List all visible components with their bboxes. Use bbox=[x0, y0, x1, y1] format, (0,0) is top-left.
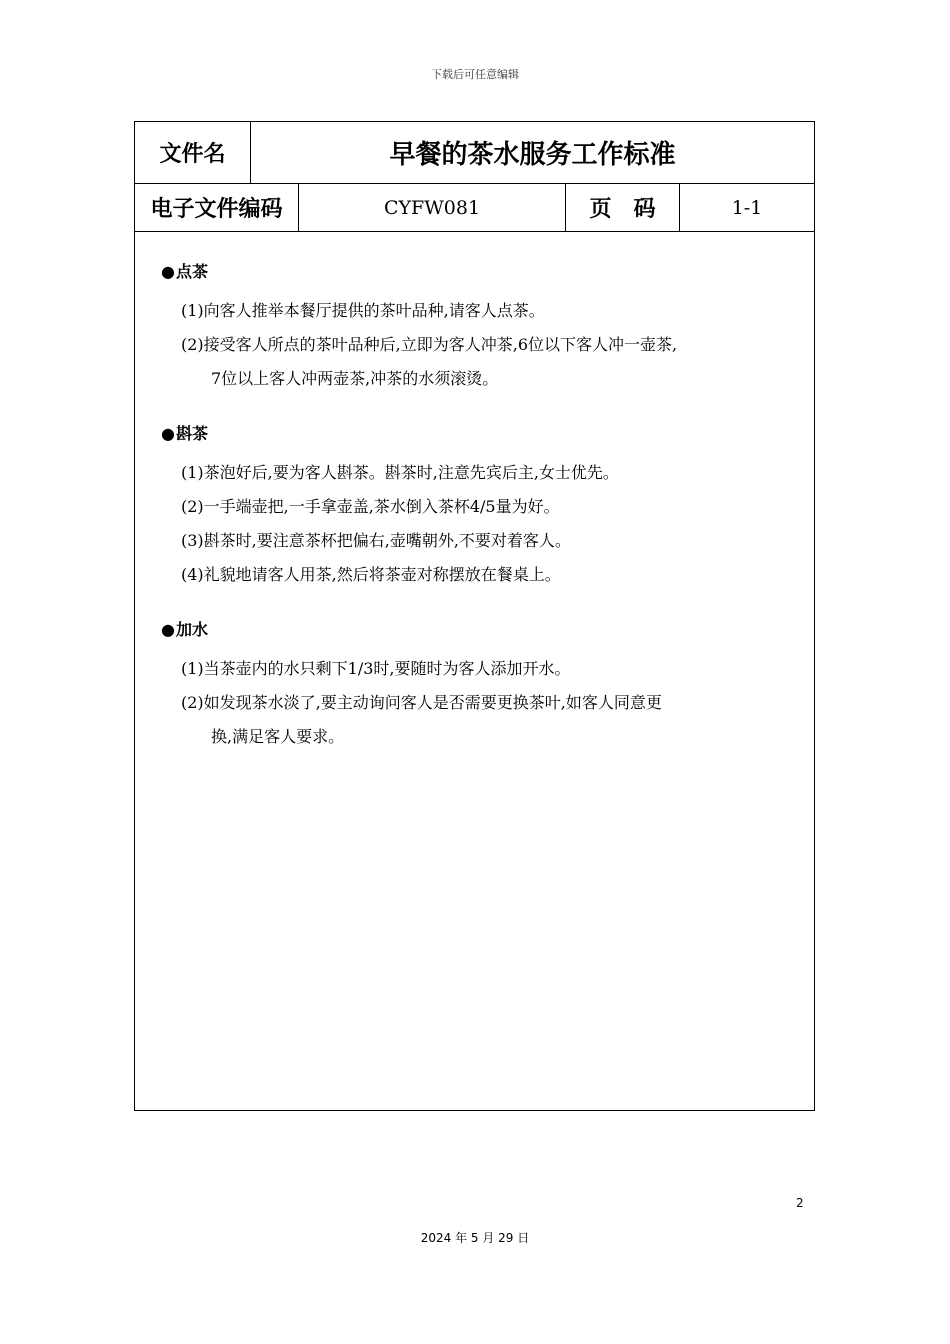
file-name-label: 文件名 bbox=[135, 122, 251, 183]
code-row bbox=[135, 184, 814, 232]
page-value: 1-1 bbox=[731, 196, 763, 219]
document-title: 早餐的茶水服务工作标准 bbox=[389, 140, 676, 170]
list-item bbox=[161, 524, 781, 558]
section bbox=[161, 618, 814, 754]
bullet-icon: ● bbox=[161, 620, 175, 639]
section-title bbox=[161, 422, 814, 446]
code-label: 电子文件编码 bbox=[135, 184, 299, 231]
list-item bbox=[161, 294, 781, 328]
footer-date: 2024 年 5 月 29 日 bbox=[420, 1231, 530, 1245]
header-note: 下载后可任意编辑 bbox=[431, 68, 519, 81]
bullet-icon: ● bbox=[161, 424, 175, 443]
section-title bbox=[161, 260, 814, 284]
section-title-text: 斟茶 bbox=[175, 424, 208, 443]
list-item-text: (2)一手端壶把,一手拿壶盖,茶水倒入茶杯4/5量为好。 bbox=[181, 497, 560, 516]
content-body bbox=[135, 232, 814, 780]
list-item-text: (4)礼貌地请客人用茶,然后将茶壶对称摆放在餐桌上。 bbox=[181, 565, 561, 584]
section bbox=[161, 422, 814, 592]
section-title-text: 点茶 bbox=[175, 262, 208, 281]
list-item-text: (3)斟茶时,要注意茶杯把偏右,壶嘴朝外,不要对着客人。 bbox=[181, 531, 571, 550]
page-number: 2 bbox=[796, 1196, 804, 1210]
list-item-text: (1)向客人推举本餐厅提供的茶叶品种,请客人点茶。 bbox=[181, 301, 545, 320]
list-item-text: (2)如发现茶水淡了,要主动询问客人是否需要更换茶叶,如客人同意更 bbox=[181, 693, 662, 712]
list-item-continuation: 换,满足客人要求。 bbox=[211, 727, 345, 746]
section-title bbox=[161, 618, 814, 642]
list-item-text: (1)当茶壶内的水只剩下1/3时,要随时为客人添加开水。 bbox=[181, 659, 571, 678]
list-item-text: (1)茶泡好后,要为客人斟茶。斟茶时,注意先宾后主,女士优先。 bbox=[181, 463, 619, 482]
title-row bbox=[135, 122, 814, 184]
list-item-continuation: 7位以上客人冲两壶茶,冲茶的水须滚烫。 bbox=[211, 369, 499, 388]
document-form bbox=[134, 121, 815, 1111]
list-item bbox=[161, 490, 781, 524]
list-item bbox=[161, 328, 781, 396]
page-label: 页 码 bbox=[566, 184, 680, 231]
list-item bbox=[161, 456, 781, 490]
section bbox=[161, 260, 814, 396]
list-item bbox=[161, 686, 781, 754]
section-title-text: 加水 bbox=[175, 620, 208, 639]
list-item-text: (2)接受客人所点的茶叶品种后,立即为客人冲茶,6位以下客人冲一壶茶, bbox=[181, 335, 678, 354]
list-item bbox=[161, 652, 781, 686]
bullet-icon: ● bbox=[161, 262, 175, 281]
list-item bbox=[161, 558, 781, 592]
code-value: CYFW081 bbox=[299, 184, 566, 231]
